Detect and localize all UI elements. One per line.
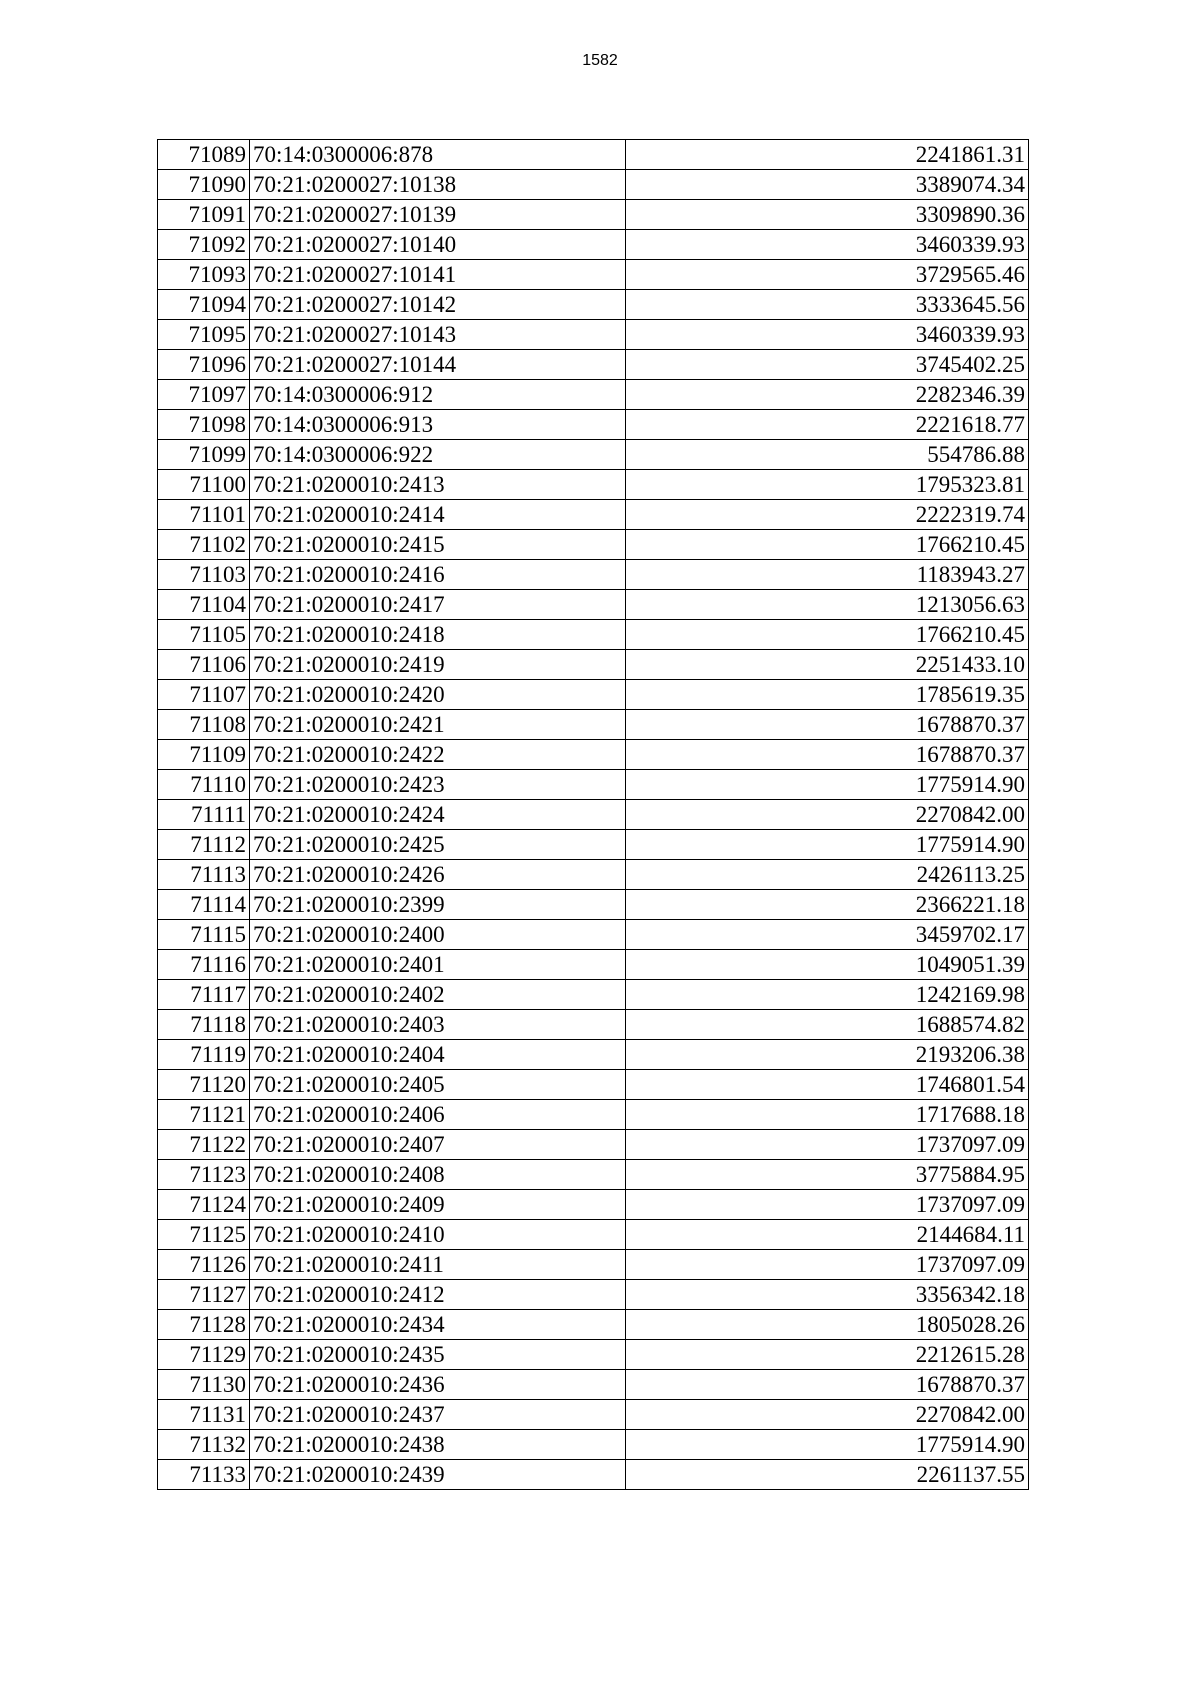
value-cell: 1183943.27 [626, 560, 1029, 590]
table-row [158, 1400, 1029, 1430]
cadastral-number-cell: 70:21:0200010:2438 [250, 1430, 626, 1460]
row-number-cell: 71098 [158, 410, 250, 440]
cadastral-number-cell: 70:14:0300006:912 [250, 380, 626, 410]
value-cell: 2270842.00 [626, 800, 1029, 830]
value-cell: 1688574.82 [626, 1010, 1029, 1040]
cadastral-number-cell: 70:21:0200010:2410 [250, 1220, 626, 1250]
cadastral-number-cell: 70:21:0200010:2402 [250, 980, 626, 1010]
table-row [158, 740, 1029, 770]
value-cell: 2241861.31 [626, 140, 1029, 170]
table-row [158, 1460, 1029, 1490]
value-cell: 2193206.38 [626, 1040, 1029, 1070]
data-table [157, 139, 1029, 1490]
cadastral-number-cell: 70:21:0200027:10138 [250, 170, 626, 200]
value-cell: 2251433.10 [626, 650, 1029, 680]
value-cell: 3309890.36 [626, 200, 1029, 230]
row-number-cell: 71100 [158, 470, 250, 500]
value-cell: 3389074.34 [626, 170, 1029, 200]
row-number-cell: 71124 [158, 1190, 250, 1220]
table-row [158, 680, 1029, 710]
value-cell: 1717688.18 [626, 1100, 1029, 1130]
row-number-cell: 71103 [158, 560, 250, 590]
row-number-cell: 71089 [158, 140, 250, 170]
table-row [158, 200, 1029, 230]
row-number-cell: 71118 [158, 1010, 250, 1040]
value-cell: 1678870.37 [626, 710, 1029, 740]
value-cell: 2282346.39 [626, 380, 1029, 410]
table-row [158, 230, 1029, 260]
cadastral-number-cell: 70:21:0200010:2439 [250, 1460, 626, 1490]
row-number-cell: 71131 [158, 1400, 250, 1430]
table-row [158, 500, 1029, 530]
row-number-cell: 71109 [158, 740, 250, 770]
row-number-cell: 71112 [158, 830, 250, 860]
value-cell: 2144684.11 [626, 1220, 1029, 1250]
row-number-cell: 71125 [158, 1220, 250, 1250]
row-number-cell: 71093 [158, 260, 250, 290]
value-cell: 1775914.90 [626, 770, 1029, 800]
cadastral-number-cell: 70:21:0200010:2413 [250, 470, 626, 500]
value-cell: 3745402.25 [626, 350, 1029, 380]
value-cell: 1049051.39 [626, 950, 1029, 980]
value-cell: 1805028.26 [626, 1310, 1029, 1340]
row-number-cell: 71119 [158, 1040, 250, 1070]
cadastral-number-cell: 70:21:0200027:10143 [250, 320, 626, 350]
value-cell: 3333645.56 [626, 290, 1029, 320]
row-number-cell: 71105 [158, 620, 250, 650]
value-cell: 2270842.00 [626, 1400, 1029, 1430]
row-number-cell: 71128 [158, 1310, 250, 1340]
row-number-cell: 71101 [158, 500, 250, 530]
row-number-cell: 71116 [158, 950, 250, 980]
table-row [158, 1220, 1029, 1250]
page-number: 1582 [582, 52, 618, 69]
table-row [158, 890, 1029, 920]
row-number-cell: 71122 [158, 1130, 250, 1160]
value-cell: 2222319.74 [626, 500, 1029, 530]
row-number-cell: 71133 [158, 1460, 250, 1490]
value-cell: 2366221.18 [626, 890, 1029, 920]
row-number-cell: 71097 [158, 380, 250, 410]
row-number-cell: 71123 [158, 1160, 250, 1190]
cadastral-number-cell: 70:21:0200010:2404 [250, 1040, 626, 1070]
cadastral-number-cell: 70:14:0300006:878 [250, 140, 626, 170]
table-row [158, 590, 1029, 620]
table-row [158, 650, 1029, 680]
row-number-cell: 71095 [158, 320, 250, 350]
table-row [158, 620, 1029, 650]
table-row [158, 1250, 1029, 1280]
cadastral-number-cell: 70:14:0300006:913 [250, 410, 626, 440]
cadastral-number-cell: 70:21:0200010:2437 [250, 1400, 626, 1430]
row-number-cell: 71099 [158, 440, 250, 470]
table-row [158, 1310, 1029, 1340]
row-number-cell: 71108 [158, 710, 250, 740]
value-cell: 3460339.93 [626, 320, 1029, 350]
value-cell: 3356342.18 [626, 1280, 1029, 1310]
value-cell: 1766210.45 [626, 530, 1029, 560]
cadastral-number-cell: 70:21:0200010:2406 [250, 1100, 626, 1130]
cadastral-number-cell: 70:21:0200027:10140 [250, 230, 626, 260]
table-row [158, 920, 1029, 950]
cadastral-number-cell: 70:21:0200010:2425 [250, 830, 626, 860]
cadastral-number-cell: 70:21:0200010:2416 [250, 560, 626, 590]
value-cell: 1795323.81 [626, 470, 1029, 500]
table-row [158, 530, 1029, 560]
cadastral-number-cell: 70:21:0200010:2399 [250, 890, 626, 920]
row-number-cell: 71114 [158, 890, 250, 920]
cadastral-number-cell: 70:21:0200010:2421 [250, 710, 626, 740]
cadastral-number-cell: 70:21:0200010:2401 [250, 950, 626, 980]
table-row [158, 770, 1029, 800]
value-cell: 554786.88 [626, 440, 1029, 470]
cadastral-number-cell: 70:21:0200010:2420 [250, 680, 626, 710]
table-row [158, 410, 1029, 440]
cadastral-number-cell: 70:21:0200010:2423 [250, 770, 626, 800]
table-row [158, 1340, 1029, 1370]
cadastral-number-cell: 70:21:0200027:10142 [250, 290, 626, 320]
table-body [158, 140, 1029, 1490]
table-row [158, 1130, 1029, 1160]
table-row [158, 860, 1029, 890]
table-row [158, 1280, 1029, 1310]
cadastral-number-cell: 70:21:0200010:2419 [250, 650, 626, 680]
table-row [158, 980, 1029, 1010]
table-row [158, 1160, 1029, 1190]
table-row [158, 830, 1029, 860]
row-number-cell: 71106 [158, 650, 250, 680]
cadastral-number-cell: 70:21:0200010:2405 [250, 1070, 626, 1100]
table-row [158, 950, 1029, 980]
table-row [158, 260, 1029, 290]
value-cell: 2261137.55 [626, 1460, 1029, 1490]
table-row [158, 1190, 1029, 1220]
value-cell: 1746801.54 [626, 1070, 1029, 1100]
cadastral-number-cell: 70:21:0200010:2424 [250, 800, 626, 830]
row-number-cell: 71104 [158, 590, 250, 620]
row-number-cell: 71126 [158, 1250, 250, 1280]
table-row [158, 350, 1029, 380]
table-row [158, 440, 1029, 470]
value-cell: 1737097.09 [626, 1250, 1029, 1280]
row-number-cell: 71113 [158, 860, 250, 890]
table-row [158, 800, 1029, 830]
value-cell: 3775884.95 [626, 1160, 1029, 1190]
value-cell: 3460339.93 [626, 230, 1029, 260]
table-row [158, 380, 1029, 410]
row-number-cell: 71096 [158, 350, 250, 380]
row-number-cell: 71110 [158, 770, 250, 800]
table-row [158, 140, 1029, 170]
table-row [158, 1430, 1029, 1460]
value-cell: 1775914.90 [626, 830, 1029, 860]
table-row [158, 1370, 1029, 1400]
value-cell: 2212615.28 [626, 1340, 1029, 1370]
row-number-cell: 71132 [158, 1430, 250, 1460]
row-number-cell: 71090 [158, 170, 250, 200]
row-number-cell: 71094 [158, 290, 250, 320]
value-cell: 2426113.25 [626, 860, 1029, 890]
row-number-cell: 71127 [158, 1280, 250, 1310]
cadastral-number-cell: 70:21:0200010:2412 [250, 1280, 626, 1310]
value-cell: 1678870.37 [626, 740, 1029, 770]
cadastral-number-cell: 70:21:0200010:2422 [250, 740, 626, 770]
row-number-cell: 71091 [158, 200, 250, 230]
table-row [158, 1010, 1029, 1040]
value-cell: 3459702.17 [626, 920, 1029, 950]
cadastral-number-cell: 70:21:0200010:2415 [250, 530, 626, 560]
cadastral-number-cell: 70:21:0200010:2435 [250, 1340, 626, 1370]
row-number-cell: 71102 [158, 530, 250, 560]
table-row [158, 320, 1029, 350]
cadastral-number-cell: 70:21:0200027:10139 [250, 200, 626, 230]
cadastral-number-cell: 70:21:0200027:10141 [250, 260, 626, 290]
row-number-cell: 71111 [158, 800, 250, 830]
row-number-cell: 71120 [158, 1070, 250, 1100]
value-cell: 1766210.45 [626, 620, 1029, 650]
value-cell: 1242169.98 [626, 980, 1029, 1010]
cadastral-number-cell: 70:21:0200027:10144 [250, 350, 626, 380]
table-row [158, 1100, 1029, 1130]
table-row [158, 710, 1029, 740]
cadastral-number-cell: 70:21:0200010:2417 [250, 590, 626, 620]
cadastral-number-cell: 70:21:0200010:2408 [250, 1160, 626, 1190]
value-cell: 2221618.77 [626, 410, 1029, 440]
cadastral-number-cell: 70:21:0200010:2418 [250, 620, 626, 650]
table-row [158, 1070, 1029, 1100]
cadastral-number-cell: 70:21:0200010:2403 [250, 1010, 626, 1040]
row-number-cell: 71117 [158, 980, 250, 1010]
cadastral-number-cell: 70:14:0300006:922 [250, 440, 626, 470]
cadastral-number-cell: 70:21:0200010:2407 [250, 1130, 626, 1160]
row-number-cell: 71129 [158, 1340, 250, 1370]
row-number-cell: 71121 [158, 1100, 250, 1130]
value-cell: 1775914.90 [626, 1430, 1029, 1460]
cadastral-number-cell: 70:21:0200010:2400 [250, 920, 626, 950]
row-number-cell: 71092 [158, 230, 250, 260]
row-number-cell: 71130 [158, 1370, 250, 1400]
value-cell: 3729565.46 [626, 260, 1029, 290]
value-cell: 1213056.63 [626, 590, 1029, 620]
table-row [158, 290, 1029, 320]
cadastral-number-cell: 70:21:0200010:2411 [250, 1250, 626, 1280]
cadastral-number-cell: 70:21:0200010:2436 [250, 1370, 626, 1400]
value-cell: 1785619.35 [626, 680, 1029, 710]
value-cell: 1737097.09 [626, 1130, 1029, 1160]
cadastral-number-cell: 70:21:0200010:2426 [250, 860, 626, 890]
value-cell: 1737097.09 [626, 1190, 1029, 1220]
table-row [158, 170, 1029, 200]
value-cell: 1678870.37 [626, 1370, 1029, 1400]
cadastral-number-cell: 70:21:0200010:2409 [250, 1190, 626, 1220]
cadastral-number-cell: 70:21:0200010:2414 [250, 500, 626, 530]
row-number-cell: 71107 [158, 680, 250, 710]
table-row [158, 560, 1029, 590]
table-row [158, 470, 1029, 500]
row-number-cell: 71115 [158, 920, 250, 950]
table-row [158, 1040, 1029, 1070]
cadastral-number-cell: 70:21:0200010:2434 [250, 1310, 626, 1340]
